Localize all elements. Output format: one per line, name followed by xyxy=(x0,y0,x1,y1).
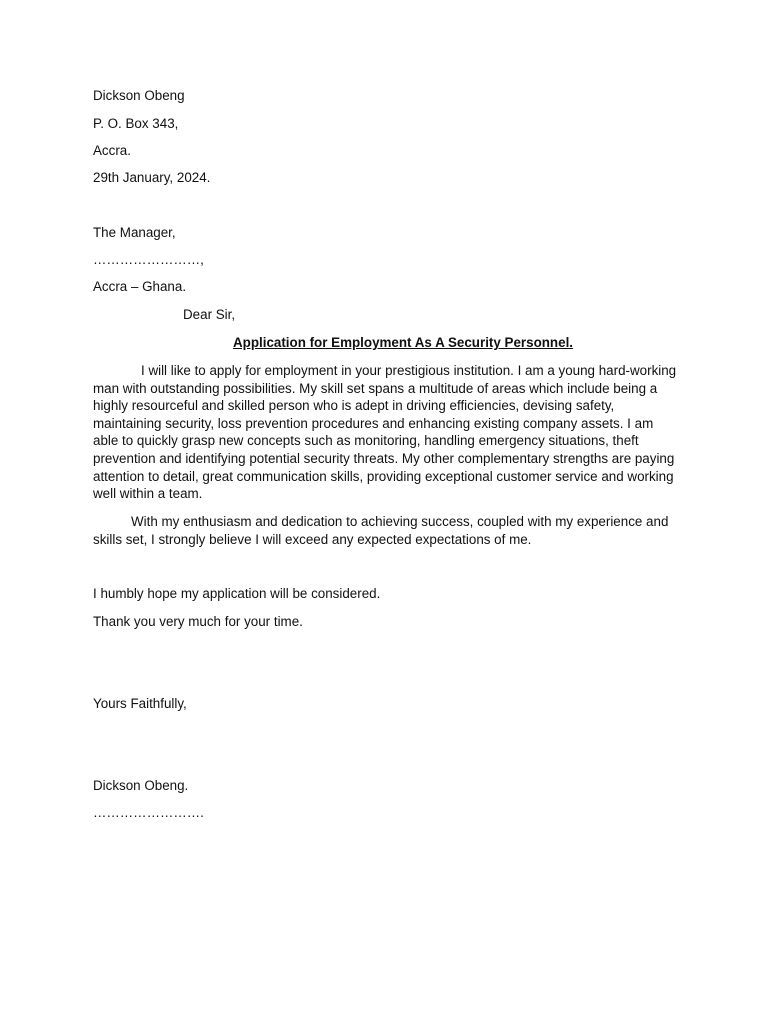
complimentary-close: Yours Faithfully, xyxy=(93,696,187,711)
recipient-title: The Manager, xyxy=(93,225,176,240)
recipient-placeholder: ……………………, xyxy=(93,252,204,267)
sender-city: Accra. xyxy=(93,143,131,158)
salutation: Dear Sir, xyxy=(183,307,236,322)
paragraph-2-text: With my enthusiasm and dedication to achieving success, coupled with my experience and skills set, I strongly believe I will exceed any expected expectations of me. xyxy=(93,514,669,547)
letter-date: 29th January, 2024. xyxy=(93,170,211,185)
sender-name: Dickson Obeng xyxy=(93,88,185,103)
closing-line-2: Thank you very much for your time. xyxy=(93,614,303,629)
closing-line-1: I humbly hope my application will be considered. xyxy=(93,586,381,601)
signature-line: ……………………. xyxy=(93,805,204,820)
recipient-location: Accra – Ghana. xyxy=(93,279,187,294)
paragraph-1-text: I will like to apply for employment in your prestigious institution. I am a young hard-working man with outstanding possibilities. My skill set spans a multitude of areas which include being a highly resourceful and skilled person who is adept in driving efficiencies, devising safety, maintaining security, loss prevention procedures and enhancing existing company assets. I am able to quickly grasp new concepts such as monitoring, handling emergency situations, theft prevention and identifying potential security threats. My other complementary strengths are paying attention to detail, great communication skills, providing exceptional customer service and working well within a team. xyxy=(93,363,677,502)
sender-address: P. O. Box 343, xyxy=(93,116,179,131)
body-paragraph-1 xyxy=(93,362,677,503)
letter-subject: Application for Employment As A Security Personnel. xyxy=(232,335,574,350)
signer-name: Dickson Obeng. xyxy=(93,778,189,793)
body-paragraph-2 xyxy=(93,513,677,548)
